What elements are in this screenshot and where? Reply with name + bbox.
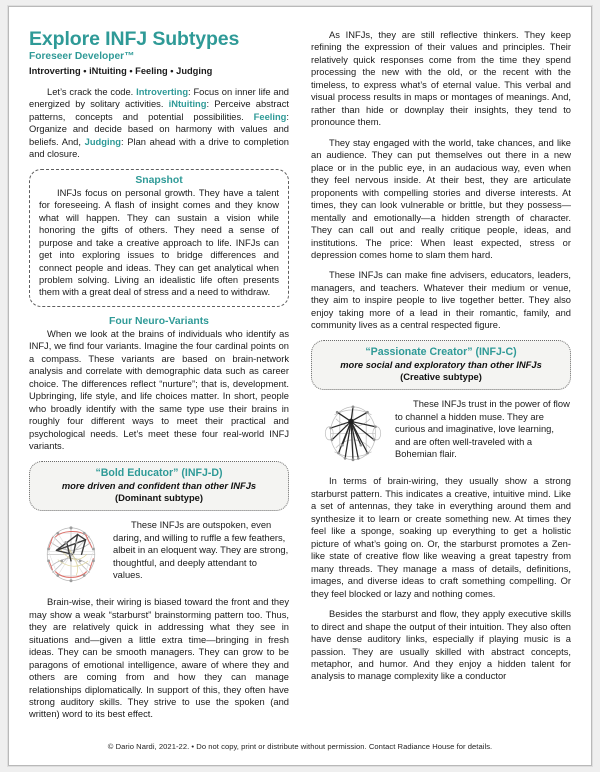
paragraph-fine-advisers: These INFJs can make fine advisers, educators, leaders, managers, and teachers. Whatever their medium or venue, they aim to inspire people to live together better. They also enjoy taking more of a lead in their romantic, family, and community lives as a central respected figure. bbox=[311, 270, 571, 331]
right-column bbox=[311, 29, 571, 691]
intro-seg4: : Plan ahead with a drive to completion and closure. bbox=[29, 136, 289, 160]
subtype-d-tag: (Dominant subtype) bbox=[114, 492, 204, 504]
intro-paragraph bbox=[29, 86, 289, 161]
subtype-c-name: “Passionate Creator” (INFJ-C) bbox=[365, 345, 517, 358]
cognitive-functions-line: Introverting • iNtuiting • Feeling • Judging bbox=[29, 65, 213, 76]
subtype-banner-infj-c bbox=[311, 340, 571, 391]
keyword-judging: Judging bbox=[84, 136, 121, 147]
subtype-c-tag: (Creative subtype) bbox=[400, 371, 482, 383]
brain-network-diagram-icon bbox=[37, 520, 105, 586]
subtype-banner-infj-d bbox=[29, 461, 289, 512]
intro-lead: Let’s crack the code. bbox=[47, 86, 137, 97]
page-title: Explore INFJ Subtypes bbox=[29, 28, 240, 50]
keyword-introverting: Introverting bbox=[136, 86, 189, 97]
subtype-d-figure-caption: These INFJs are outspoken, even daring, and willing to ruffle a few feathers, albeit in an eloquent way. They are strong, thoughtful, and deeply attendant to values. bbox=[113, 520, 289, 581]
subtype-d-name: “Bold Educator” (INFJ-D) bbox=[95, 466, 223, 479]
keyword-intuiting: iNtuiting bbox=[168, 99, 207, 110]
paragraph-brain-wiring: In terms of brain-wiring, they usually show a strong starburst pattern. This indicates a creative, intuitive mind. Like a set of antennas, they take in everything around them and synthesize it to learn or create something new. At times they feel like a sponge, soaking up everything to get a holistic picture of what’s going on. Or, the starburst promotes a Zen-like state of creative flow like weaving a great tapestry from many threads. They manage a mass of details, definitions, images, and diverse ideas to craft something compelling. Or they feel blocked or lazy and nothing comes. bbox=[311, 476, 571, 599]
subtype-c-description: more social and exploratory than other INFJs bbox=[340, 359, 542, 371]
paragraph-besides-starburst: Besides the starburst and flow, they apply executive skills to direct and shape the output of their intuition. They also often have dense auditory links, especially if playing music is a passion. They are usually skilled with abstract concepts, metaphor, and humor. And they enjoy a hidden talent for analysis to manage complexity like a conductor bbox=[311, 609, 571, 682]
two-column-layout bbox=[29, 29, 571, 729]
page-footer: © Dario Nardi, 2021-22. • Do not copy, print or distribute without permission. Contact Radiance House for details. bbox=[107, 742, 493, 751]
paragraph-reflective-thinkers: As INFJs, they are still reflective thinkers. They keep refining the expression of their values and principles. Their relatively quick responses come from the time they spend processing the new with the old, or the recent with the timeless, to express what’s of eternal value. This verbal and visual process results in maps or montages of meanings. And, rather than hide or downplay their insights, they tend to pronounce them. bbox=[311, 30, 571, 128]
subtype-d-brain-paragraph: Brain-wise, their wiring is biased toward the front and they may show a weak “starburst” brainstorming pattern too. Thus, they are relatively quick in addressing what they see in situations and—given a little extra time—bringing in fresh ideas. They can be smooth managers. They can grow to be paragons of emotional intelligence, aware of where they and others are coming from and how they can manage relationships diplomatically. In support of this, they often have strong auditory skills. They strive to use the spoken (and written) word to its best effect. bbox=[29, 597, 289, 720]
intro-seg1: : Focus on inner life and energized by solitary activities. bbox=[29, 86, 289, 110]
snapshot-text: INFJs focus on personal growth. They have a talent for foreseeing. A flash of insight comes and they know what will happen. They can sustain a vision while honoring the gifts of others. They need a sense of purpose and take a creative approach to life. INFJs can get into exploring issues to bridge differences and connect people and ideas. They can get analytical when problem solving. Living an idealistic life often presents them with a great deal of stress and a need to withdraw. bbox=[39, 187, 279, 298]
snapshot-box bbox=[29, 169, 289, 307]
document-page bbox=[9, 7, 591, 765]
brain-starburst-diagram-icon bbox=[319, 399, 387, 465]
left-column bbox=[29, 29, 289, 729]
subtype-c-figure-caption: These INFJs trust in the power of flow to channel a hidden muse. They are curious and imaginative, love learning, and are often well-traveled with a Bohemian flair. bbox=[395, 399, 570, 460]
intro-seg3: : Organize and decide based on harmony with values and beliefs. And, bbox=[29, 111, 289, 147]
document-page-frame bbox=[8, 6, 592, 766]
snapshot-title: Snapshot bbox=[135, 174, 183, 186]
subtype-d-description: more driven and confident than other INFJs bbox=[61, 479, 257, 491]
intro-seg2: : Perceive abstract patterns, concepts and potential possibilities. bbox=[29, 99, 289, 122]
subtype-c-figure-row bbox=[311, 398, 571, 467]
neuro-variants-paragraph: When we look at the brains of individuals who identify as INFJ, we find four variants. Imagine the four cardinal points on a compass. These variants are based on brain-network analysis and correlate with demographic data such as career choice. The differences reflect “nurture”; that is, development. Upbringing, life style, and life choices matter. In short, people who broadly identify with the same type use their brains in roughly four different ways to meet their practical and psychological needs. Let’s meet these four real-world INFJ variants. bbox=[29, 328, 289, 452]
keyword-feeling: Feeling bbox=[253, 111, 287, 122]
page-subtitle: Foreseer Developer™ bbox=[29, 51, 135, 63]
section-heading-neuro-variants: Four Neuro-Variants bbox=[109, 315, 209, 327]
paragraph-engaged-with-world: They stay engaged with the world, take chances, and like an audience. They can put themselves out there in a new place or in the public eye, in an audacious way, even when they feel nervous inside. At their best, they are articulate proponents with compelling stories and diverse interests. At times, they can look vulnerable or brittle, but they possess—mentally and emotionally—a hidden strength of character. They can call out and really critique people, ideas, and institutions. The price: When least expected, stress or depression comes home to slam them hard. bbox=[311, 137, 571, 260]
subtype-d-figure-row bbox=[29, 519, 289, 588]
